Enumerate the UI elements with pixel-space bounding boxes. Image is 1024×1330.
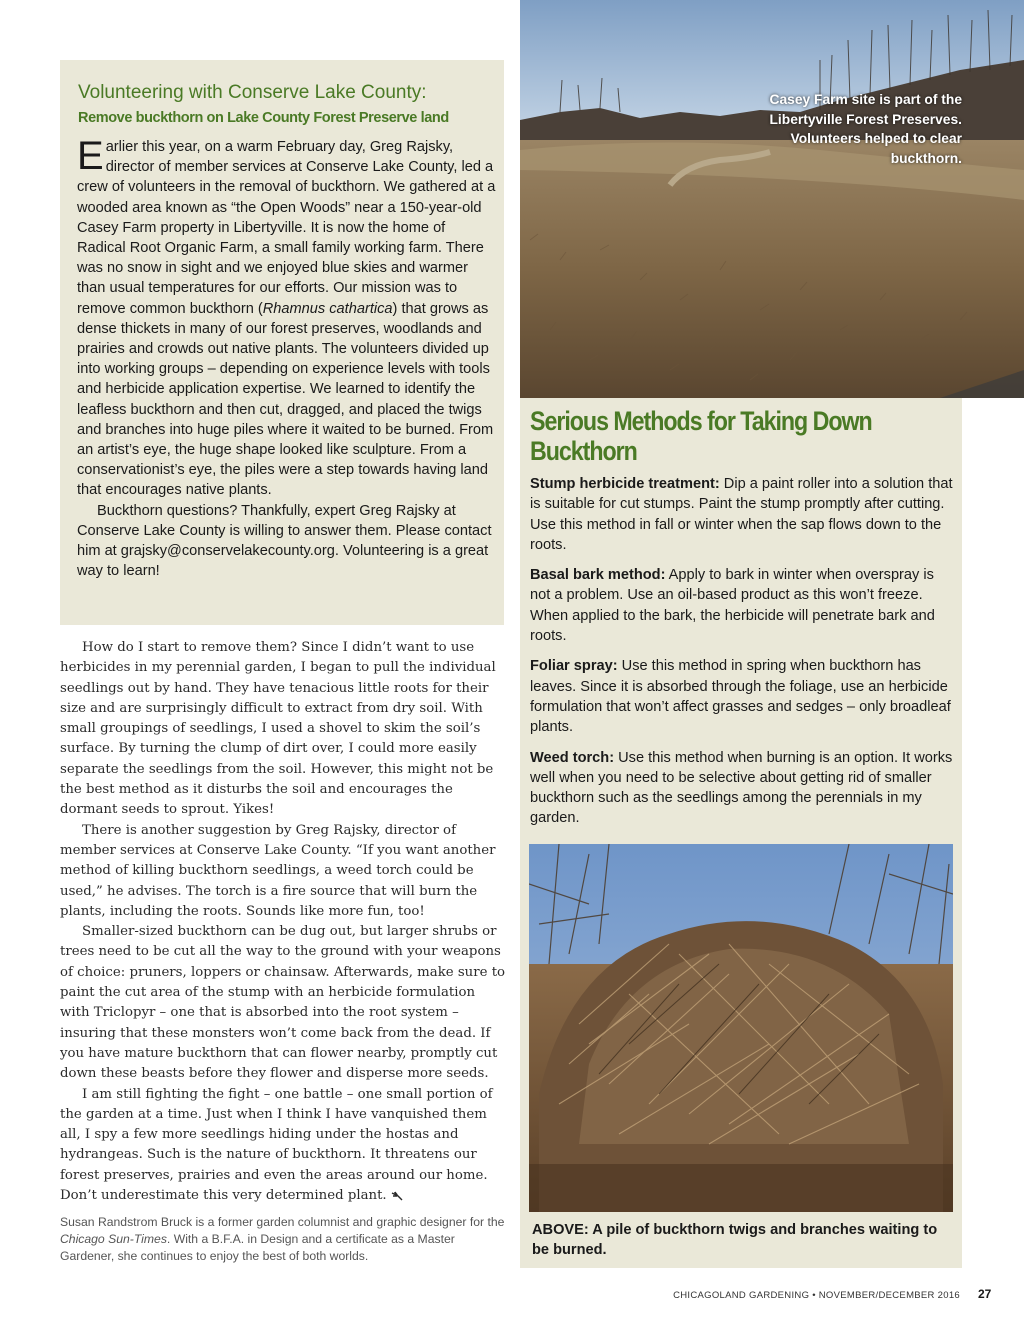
buckthorn-pile-photo <box>529 844 953 1212</box>
article-paragraph: How do I start to remove them? Since I didn’t want to use herbicides in my perennial garden, I began to pull the individual seedlings out by hand. They have tenacious little roots for their size and are surprisingly difficult to extract from dry soil. With small groupings of seedlings, I used a shovel to skim the soil’s surface. By turning the clump of dirt over, I could more easily separate the seedlings from the soil. However, this might not be the best method as it disturbs the soil and encourages the dormant seeds to sprout. Yikes! <box>60 640 496 818</box>
method-text: Dip a paint roller into a solution that is suitable for cut stumps. Paint the stump promptly after cutting. Use this method in fall or winter when the sap flows down to the roots. <box>530 476 953 553</box>
bio-newspaper: Chicago Sun-Times <box>60 1231 167 1246</box>
volunteer-body <box>77 134 497 581</box>
method-item <box>530 748 956 829</box>
volunteer-p1-b: ) that grows as dense thickets in many of our forest preserves, woodlands and prairies and crowds out native plants. The volunteers divided up into working groups – depending on experience levels with tools and herbicide application expertise. We learned to identify the leafless buckthorn and then cut, dragged, and placed the twigs and branches into huge piles where it waited to be burned. From an artist’s eye, the huge shape looked like sculpture. From a conservationist’s eye, the piles were a step towards having land that encourages native plants. <box>77 300 494 499</box>
method-text: Use this method when burning is an option. It works well when you need to be selective about getting rid of smaller buckthorn such as the seedlings among the perennials in my garden. <box>530 749 953 827</box>
casey-farm-photo <box>520 0 1024 398</box>
volunteer-paragraph-2: Buckthorn questions? Thankfully, expert Greg Rajsky at Conserve Lake County is willing to answer them. Please contact him at grajsky@conservelakecounty.org. Volunteering is a great way to learn! <box>77 502 492 580</box>
volunteer-subtitle: Remove buckthorn on Lake County Forest Preserve land <box>78 110 449 126</box>
latin-name: Rhamnus cathartica <box>262 300 393 317</box>
field-landscape-image <box>520 0 1024 398</box>
method-text: Use this method in spring when buckthorn has leaves. Since it is absorbed through the foliage, use an herbicide formulation that won’t affect grasses and sedges – only broadleaf plants. <box>530 658 951 736</box>
magazine-footer: CHICAGOLAND GARDENING • NOVEMBER/DECEMBER 2016 <box>673 1290 960 1301</box>
bio-text-a: Susan Randstrom Bruck is a former garden columnist and graphic designer for the <box>60 1215 505 1229</box>
author-bio <box>60 1214 510 1264</box>
methods-title: Serious Methods for Taking Down Buckthorn <box>530 406 872 466</box>
page-number: 27 <box>978 1287 992 1301</box>
article-paragraph: There is another suggestion by Greg Rajsky, director of member services at Conserve Lake County. “If you want another method of killing buckthorn seedlings, a weed torch could be used,” he advises. The torch is a fire source that will burn the plants, including the roots. Sounds like more fun, too! <box>60 822 496 919</box>
method-label: Foliar spray: <box>530 658 618 675</box>
bio-text-b: . With a B.F.A. in Design and a certificate as a Master Gardener, she continues to enjoy the best of both worlds. <box>60 1231 455 1263</box>
volunteer-paragraph-1 <box>77 134 497 501</box>
volunteer-title: Volunteering with Conserve Lake County: <box>78 82 427 103</box>
method-item <box>530 474 956 555</box>
pile-photo-caption: ABOVE: A pile of buckthorn twigs and branches waiting to be burned. <box>532 1222 938 1258</box>
volunteer-p1-a: arlier this year, on a warm February day, Greg Rajsky, director of member services at Conserve Lake County, led a crew of volunteers in the removal of buckthorn. We gathered at a wooded area known as “the Open Woods” near a 150-year-old Casey Farm property in Libertyville. It is now the home of Radical Root Organic Farm, a small family working farm. There was no snow in sight and we enjoyed blue skies and warmer than usual temperatures for our efforts. Our mission was to remove common buckthorn ( <box>77 139 496 317</box>
article-p4-text: I am still fighting the fight – one battle – one small portion of the garden at a time. Just when I think I have vanquished them all, I spy a few more seedlings hiding under the hostas and hydrangeas. Such is the nature of buckthorn. It threatens our forest preserves, prairies and even the areas around our home. Don’t underestimate this very determined plant. <box>60 1086 493 1204</box>
methods-list <box>530 474 956 839</box>
method-label: Weed torch: <box>530 749 615 766</box>
method-text: Apply to bark in winter when overspray is not a problem. Use an oil-based product as this won’t freeze. When applied to the bark, the herbicide will penetrate bark and roots. <box>530 567 935 645</box>
farm-photo-caption: Casey Farm site is part of the Libertyville Forest Preserves. Volunteers helped to clear buckthorn. <box>769 92 962 166</box>
volunteer-box <box>60 60 504 625</box>
article-paragraph: Smaller-sized buckthorn can be dug out, but larger shrubs or trees need to be cut all the way to the ground with your weapons of choice: pruners, loppers or chainsaw. Afterwards, make sure to paint the cut area of the stump with an herbicide formulation with Triclopyr – one that is absorbed into the root system – insuring that these monsters won’t come back from the dead. If you have mature buckthorn that can flower nearby, promptly cut down these beasts before they flower and disperse more seeds. <box>60 924 506 1082</box>
dropcap: E <box>77 134 104 178</box>
article-paragraph-last <box>60 1085 506 1207</box>
article-body <box>60 638 506 1206</box>
end-mark-leaf-icon <box>391 1191 403 1201</box>
brush-pile-image <box>529 844 953 1212</box>
method-item <box>530 656 956 737</box>
method-label: Basal bark method: <box>530 567 666 584</box>
method-label: Stump herbicide treatment: <box>530 476 720 492</box>
method-item <box>530 565 956 646</box>
